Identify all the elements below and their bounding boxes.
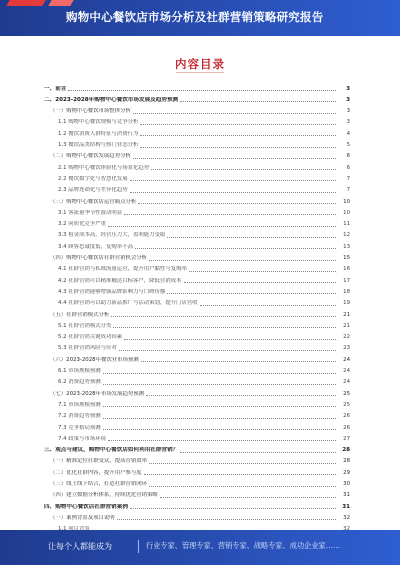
toc-leader-dots [103, 405, 336, 407]
toc-entry-text: （五）社群营销模式分析 [50, 311, 110, 318]
toc-entry[interactable] [44, 119, 350, 127]
toc-entry[interactable] [44, 221, 350, 229]
toc-entry[interactable] [44, 390, 350, 398]
toc-entry-text: 7.1 市场规模预测 [58, 401, 101, 408]
toc-entry[interactable] [44, 435, 350, 443]
toc-entry[interactable] [44, 277, 350, 285]
toc-leader-dots [184, 281, 337, 283]
page-footer [0, 530, 400, 565]
toc-entry-page: 29 [343, 469, 350, 476]
toc-entry-text: 四、购物中心餐饮店社群营销案例 [44, 503, 128, 510]
toc-leader-dots [167, 292, 336, 294]
toc-entry[interactable] [44, 447, 350, 455]
toc-leader-dots [149, 259, 336, 261]
toc-entry-page: 3 [346, 85, 350, 92]
toc-entry-page: 6 [346, 153, 350, 160]
toc-entry-page: 31 [342, 503, 350, 510]
toc-leader-dots [117, 518, 336, 520]
toc-entry-text: 二、2023-2028年购物中心餐饮市场发展及趋势预测 [44, 96, 179, 103]
footer-slogan: 让每个人都能成为 [48, 542, 112, 551]
toc-entry-page: 23 [343, 345, 350, 352]
toc-entry-page: 11 [343, 221, 350, 228]
toc-entry-text: 7.3 竞争格局预测 [58, 424, 101, 431]
toc-entry-page: 15 [343, 255, 350, 261]
toc-leader-dots [160, 496, 336, 498]
toc-entry-page: 13 [343, 243, 350, 250]
toc-entry-text: 6.2 消费趋势预测 [58, 379, 101, 386]
toc-entry-text: 一、前言 [44, 85, 67, 92]
toc-entry-page: 26 [343, 413, 350, 420]
toc-leader-dots [111, 315, 336, 317]
toc-leader-dots [124, 338, 336, 340]
toc-entry-page: 21 [343, 311, 350, 318]
toc-entry[interactable] [44, 288, 350, 296]
toc-entry-text: 7.2 消费趋势预测 [58, 413, 101, 420]
table-of-contents [44, 85, 350, 535]
toc-entry-page: 27 [343, 435, 350, 442]
toc-entry-page: 12 [343, 232, 350, 239]
toc-entry-text: 2.3 品牌连锁化与差异化趋势 [58, 187, 128, 194]
toc-entry[interactable] [44, 345, 350, 353]
toc-entry-text: 4.3 社群营销能够增强品牌影响力与口碑传播 [58, 288, 166, 295]
toc-entry-page: 17 [343, 277, 350, 284]
toc-leader-dots [103, 372, 336, 374]
toc-leader-dots [124, 213, 336, 215]
toc-leader-dots [133, 157, 336, 159]
toc-entry[interactable] [44, 514, 350, 522]
toc-entry[interactable] [44, 209, 350, 217]
toc-leader-dots [103, 383, 336, 385]
toc-leader-dots [130, 507, 336, 509]
toc-entry-text: （一）精准定位社群受众，提高营销效率 [50, 458, 148, 465]
toc-entry-page: 4 [346, 130, 350, 137]
toc-entry-page: 3 [346, 108, 350, 115]
toc-entry-page: 10 [343, 198, 350, 205]
toc-entry-page: 28 [343, 458, 350, 465]
toc-entry[interactable] [44, 356, 350, 364]
toc-leader-dots [140, 134, 336, 136]
toc-entry[interactable] [44, 424, 350, 432]
toc-entry[interactable] [44, 300, 350, 308]
toc-leader-dots [130, 191, 336, 193]
toc-entry[interactable] [44, 187, 350, 195]
toc-entry[interactable] [44, 108, 350, 116]
toc-entry-text: 1.2 餐饮消费人群特征与消费行为 [58, 130, 139, 137]
toc-leader-dots [108, 439, 336, 441]
toc-entry[interactable] [44, 458, 350, 466]
toc-entry[interactable] [44, 130, 350, 138]
toc-entry-page: 24 [343, 356, 350, 363]
toc-entry-text: （六）2023-2028年餐饮业市场预测 [50, 356, 139, 363]
toc-entry-text: 2.1 购物中心餐饮体验化与场景化趋势 [58, 164, 150, 171]
toc-entry[interactable] [44, 311, 350, 319]
toc-entry-text: 4.4 社群营销可以助力新品推广与活动策划，提升门店营收 [58, 300, 198, 307]
toc-leader-dots [103, 428, 336, 430]
toc-entry-text: 2.2 餐饮数字化与智慧化发展 [58, 175, 128, 182]
toc-leader-dots [149, 462, 336, 464]
toc-entry-page: 3 [346, 96, 350, 103]
toc-entry-page: 18 [343, 288, 350, 295]
toc-entry-page: 30 [343, 481, 350, 487]
toc-leader-dots [138, 202, 336, 204]
toc-leader-dots [133, 112, 336, 114]
toc-heading-underline [176, 72, 224, 73]
footer-roles: 行业专家、管理专家、营销专家、战略专家、成功企业家…… [146, 541, 341, 550]
toc-entry[interactable] [44, 198, 350, 206]
toc-leader-dots [144, 473, 336, 475]
toc-entry-text: （七）2023-2028年市场发展趋势预测 [50, 390, 145, 397]
toc-entry-page: 31 [343, 492, 350, 499]
toc-heading: 内容目录 [175, 57, 225, 71]
page-header [0, 0, 400, 36]
toc-entry[interactable] [44, 85, 350, 93]
toc-entry-text: 5.2 社群营销关键成功因素 [58, 334, 123, 341]
toc-entry-text: （一）案例背景及项目说明 [50, 514, 115, 521]
toc-entry[interactable] [44, 153, 350, 161]
header-accent-stripe [48, 0, 73, 6]
toc-entry-page: 32 [343, 514, 350, 521]
toc-entry-text: （二）购物中心餐饮发展趋势分析 [50, 153, 131, 160]
toc-leader-dots [167, 236, 336, 238]
toc-leader-dots [140, 146, 336, 148]
toc-entry[interactable] [44, 379, 350, 387]
toc-entry-text: 3.3 租金成本高，经营压力大，盈利能力受限 [58, 232, 166, 239]
toc-leader-dots [108, 225, 336, 227]
toc-entry[interactable] [44, 503, 350, 511]
toc-entry-page: 24 [343, 368, 350, 374]
toc-entry-text: 3.4 顾客忠诚度低，复购率不高 [58, 243, 133, 250]
toc-entry[interactable] [44, 368, 350, 376]
toc-entry-text: （四）建立数据分析体系，持续优化营销策略 [50, 492, 158, 499]
toc-entry[interactable] [44, 243, 350, 251]
toc-entry[interactable] [44, 232, 350, 240]
toc-leader-dots [180, 451, 336, 453]
toc-entry-page: 6 [346, 164, 350, 171]
toc-entry[interactable] [44, 255, 350, 263]
toc-entry-page: 7 [346, 175, 350, 182]
toc-entry-text: 4.1 社群营销与私域流量运营，提升用户黏性与复购率 [58, 266, 187, 273]
header-accent-stripe [6, 0, 45, 6]
toc-entry[interactable] [44, 334, 350, 342]
toc-entry-text: （四）购物中心餐饮店社群营销机会分析 [50, 255, 148, 261]
toc-leader-dots [68, 89, 336, 91]
toc-leader-dots [151, 168, 336, 170]
toc-entry[interactable] [44, 266, 350, 274]
toc-entry-text: （二）优化社群内容，提升用户参与度 [50, 469, 142, 476]
toc-entry[interactable] [44, 481, 350, 489]
toc-entry-text: 3.1 客流量季节性波动明显 [58, 209, 123, 216]
toc-entry-text: 6.1 市场规模预测 [58, 368, 101, 374]
toc-entry[interactable] [44, 175, 350, 183]
toc-entry-page: 3 [346, 119, 350, 126]
toc-entry-page: 22 [343, 334, 350, 341]
toc-entry-page: 10 [343, 209, 350, 216]
toc-entry-page: 24 [343, 379, 350, 386]
toc-entry-page: 25 [343, 401, 350, 408]
toc-entry-text: 1.3 餐饮品类结构与热门业态分析 [58, 142, 139, 148]
toc-entry-text: 5.3 社群营销风险与应对 [58, 345, 117, 352]
toc-leader-dots [140, 123, 336, 125]
toc-entry-text: 三、观点与建议，购物中心餐饮店如何利用社群营销？ [44, 447, 179, 454]
toc-leader-dots [149, 485, 336, 487]
toc-entry-page: 5 [346, 142, 350, 148]
toc-entry-text: （一）购物中心餐饮市场整体分析 [50, 108, 131, 115]
toc-entry-text: 7.4 政策与市场环境 [58, 435, 107, 442]
toc-entry[interactable] [44, 413, 350, 421]
toc-entry-page: 21 [343, 322, 350, 329]
toc-entry[interactable] [44, 492, 350, 500]
toc-leader-dots [180, 100, 336, 102]
toc-entry-text: 1.1 购物中心餐饮规模与竞争分析 [58, 119, 139, 126]
toc-entry-text: 4.2 社群营销可以精准触达目标客户，降低营销成本 [58, 277, 182, 284]
toc-entry-page: 25 [343, 390, 350, 397]
toc-entry[interactable] [44, 401, 350, 409]
toc-entry[interactable] [44, 164, 350, 172]
toc-leader-dots [135, 247, 336, 249]
footer-divider [138, 540, 139, 553]
toc-leader-dots [103, 417, 336, 419]
toc-leader-dots [119, 349, 336, 351]
toc-entry[interactable] [44, 322, 350, 330]
toc-entry-text: 3.2 同质化竞争严重 [58, 221, 107, 228]
toc-leader-dots [113, 326, 336, 328]
toc-entry[interactable] [44, 142, 350, 150]
toc-entry-page: 26 [343, 424, 350, 431]
toc-entry-text: （三）线上线下结合，打造社群营销闭环 [50, 481, 148, 487]
toc-leader-dots [141, 360, 336, 362]
toc-entry-page: 16 [343, 266, 350, 273]
toc-entry[interactable] [44, 469, 350, 477]
toc-leader-dots [189, 270, 336, 272]
toc-entry-page: 19 [343, 300, 350, 307]
toc-leader-dots [130, 179, 336, 181]
toc-entry-page: 7 [346, 187, 350, 194]
toc-entry-text: （三）购物中心餐饮店运营痛点分析 [50, 198, 137, 205]
toc-leader-dots [200, 304, 336, 306]
toc-leader-dots [146, 394, 336, 396]
toc-entry-page: 28 [342, 447, 350, 454]
toc-entry[interactable] [44, 96, 350, 104]
toc-entry-text: 5.1 社群营销模式分类 [58, 322, 112, 329]
report-title: 购物中心餐饮店市场分析及社群营销策略研究报告 [66, 10, 324, 24]
